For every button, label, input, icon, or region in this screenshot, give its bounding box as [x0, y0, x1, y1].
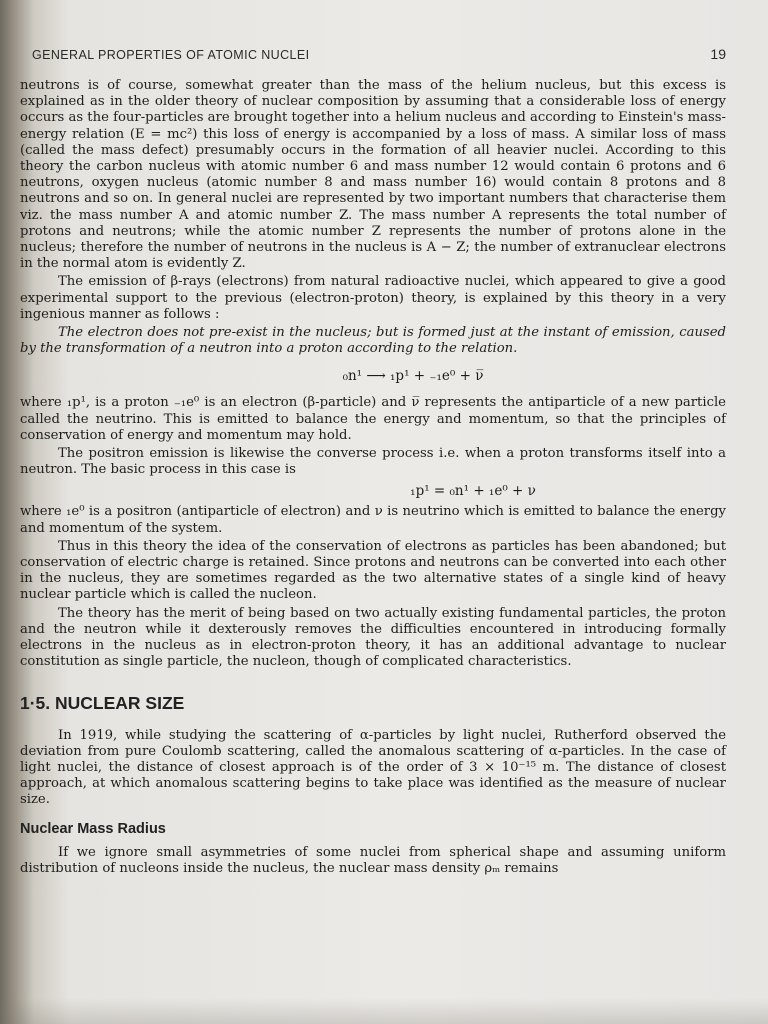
paragraph-positron-definition: where ₁e⁰ is a positron (antiparticle of electron) and ν is neutrino which is emitted to balance the energy and momentum of the system.	[20, 504, 726, 536]
paragraph-neutrino: where ₁p¹, is a proton ₋₁e⁰ is an electron (β-particle) and ν̅ represents the antiparticle of a new particle called the neutrino. This is emitted to balance the energy and momentum, so that the principles of conservation of energy and momentum may hold.	[20, 395, 726, 443]
equation-proton-transformation: ₁p¹ = ₀n¹ + ₁e⁰ + ν	[410, 483, 536, 500]
running-title: GENERAL PROPERTIES OF ATOMIC NUCLEI	[32, 48, 310, 62]
page-number: 19	[710, 46, 726, 62]
running-head	[32, 46, 726, 62]
paragraph-theory-merit: The theory has the merit of being based on two actually existing fundamental particles, the proton and the neutron while it dexterously removes the difficulties encountered in introducing formally electrons in the nucleus as in electron-proton theory, it has an additional advantage to nuclear constitution as single particle, the nucleon, though of complicated characteristics.	[20, 605, 726, 670]
page-bottom-edge	[0, 998, 768, 1024]
paragraph-beta-rays: The emission of β-rays (electrons) from natural radioactive nuclei, which appeared to give a good experimental support to the previous (electron-proton) theory, is explained by this theory in a very ingenious manner as follows :	[20, 274, 726, 322]
paragraph-mass-defect: neutrons is of course, somewhat greater than the mass of the helium nucleus, but this excess is explained as in the older theory of nuclear composition by assuming that a considerable loss of energy occurs as the four-particles are brought together into a helium nucleus and according to Einstein's mass-energy relation (E = mc²) this loss of energy is accompanied by a loss of mass. A similar loss of mass (called the mass defect) presumably occurs in the formation of all heavier nuclei. According to this theory the carbon nucleus with atomic number 6 and mass number 12 would contain 6 protons and 6 neutrons, oxygen nucleus (atomic number 8 and mass number 16) would contain 8 protons and 8 neutrons and so on. In general nuclei are represented by two important numbers that characterise them viz. the mass number A and atomic number Z. The mass number A represents the total number of protons and neutrons; while the atomic number Z represents the number of protons alone in the nucleus; therefore the number of neutrons in the nucleus is A − Z; the number of extranuclear electrons in the normal atom is evidently Z.	[20, 78, 726, 272]
paragraph-rutherford: In 1919, while studying the scattering of α-particles by light nuclei, Rutherford observed the deviation from pure Coulomb scattering, called the anomalous scattering of α-particles. In the case of light nuclei, the distance of closest approach is of the order of 3 × 10⁻¹⁵ m. The distance of closest approach, at which anomalous scattering begins to take place was identified as the measure of nuclear size.	[20, 727, 726, 808]
equation-neutron-decay: ₀n¹ ⟶ ₁p¹ + ₋₁e⁰ + ν̅	[342, 368, 484, 385]
subsection-heading: Nuclear Mass Radius	[20, 820, 166, 837]
paragraph-mass-density: If we ignore small asymmetries of some nuclei from spherical shape and assuming uniform distribution of nucleons inside the nucleus, the nuclear mass density ρₘ remains	[20, 844, 726, 876]
section-heading: 1·5. NUCLEAR SIZE	[20, 692, 185, 713]
paragraph-positron-emission: The positron emission is likewise the converse process i.e. when a proton transforms itself into a neutron. The basic process in this case is	[20, 446, 726, 478]
page-content	[20, 46, 726, 877]
paragraph-nucleon: Thus in this theory the idea of the conservation of electrons as particles has been abandoned; but conservation of electric charge is retained. Since protons and neutrons can be converted into each other in the nucleus, they are sometimes regarded as the two alternative states of a single kind of heavy nuclear particle which is called the nucleon.	[20, 538, 726, 603]
paragraph-electron-formation: The electron does not pre-exist in the nucleus; but is formed just at the instant of emission, caused by the transformation of a neutron into a proton according to the relation.	[20, 325, 726, 357]
